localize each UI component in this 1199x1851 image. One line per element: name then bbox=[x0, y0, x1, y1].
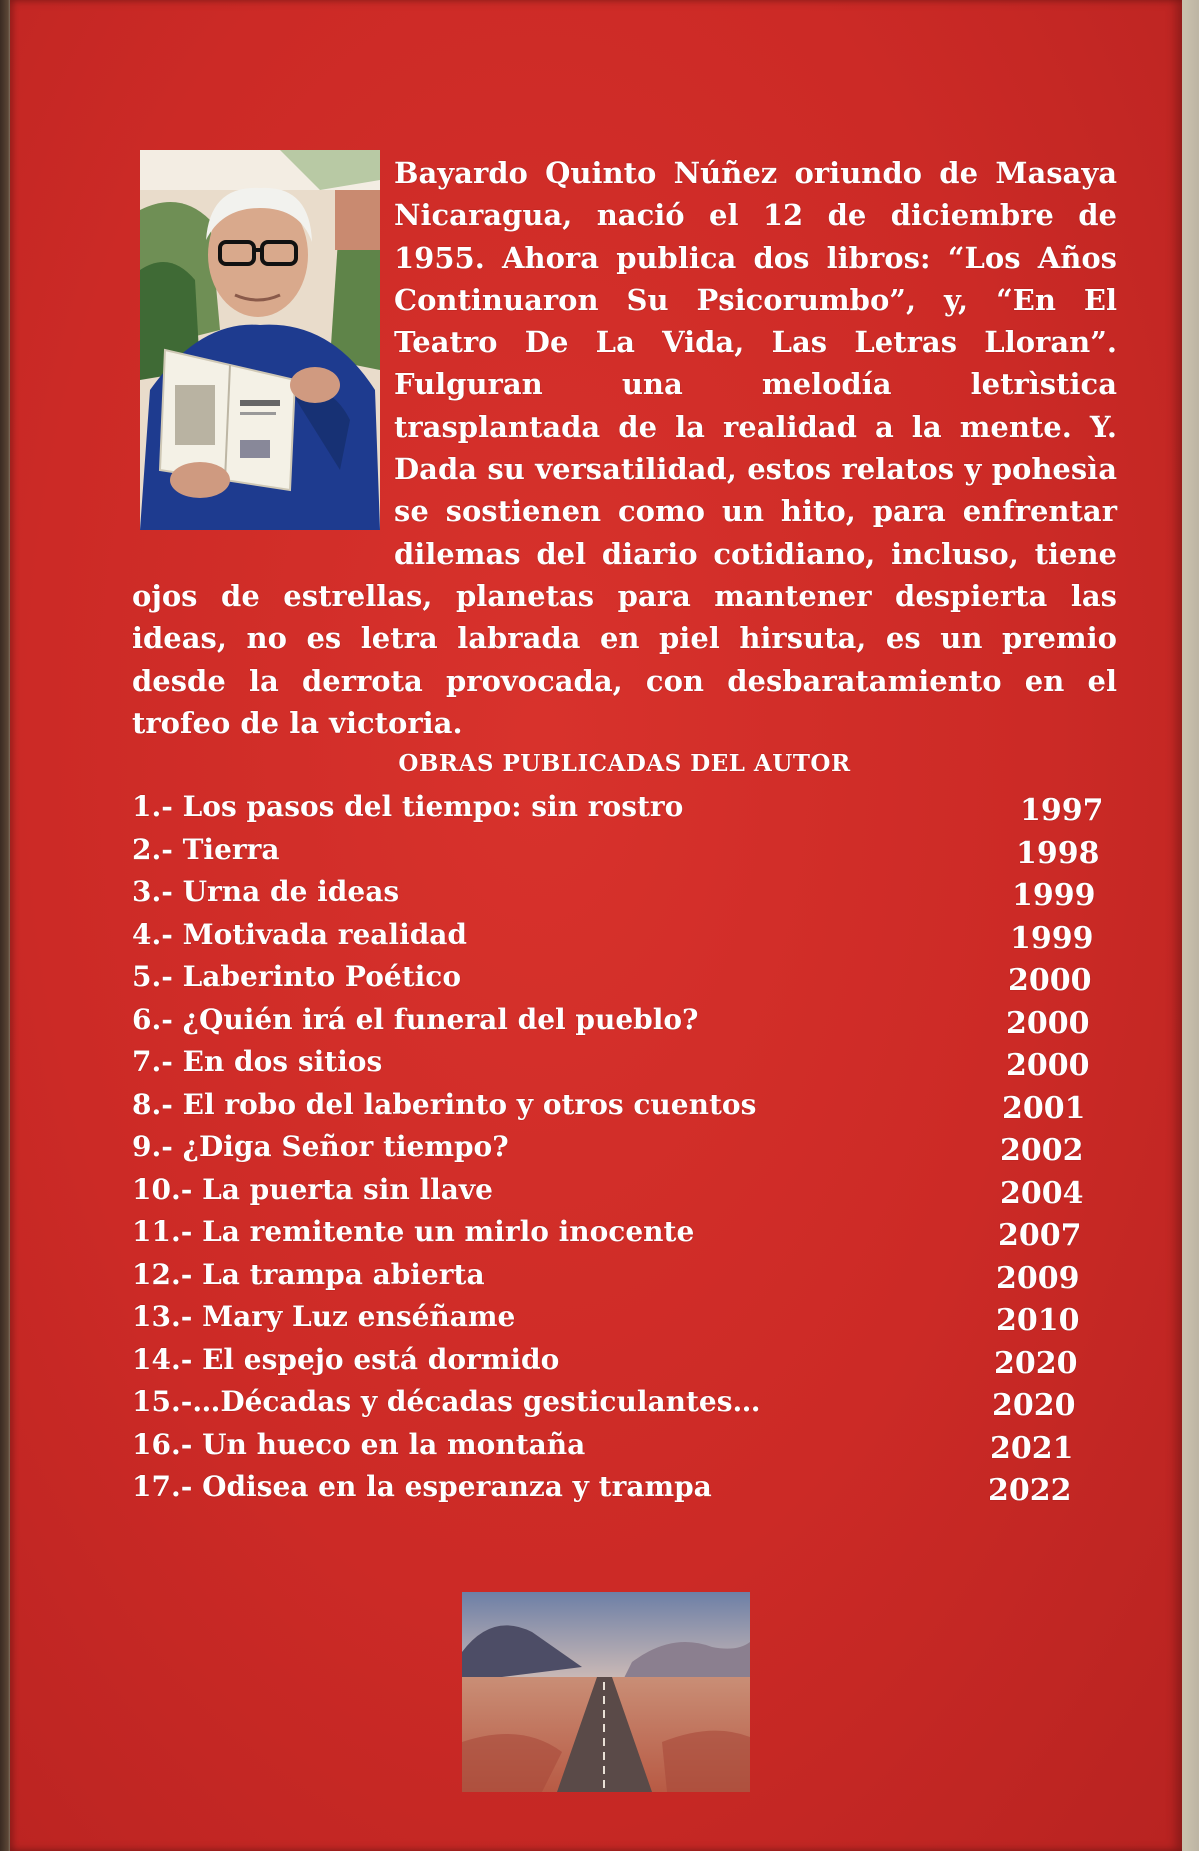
work-year: 2000 bbox=[1006, 1005, 1090, 1041]
work-row bbox=[132, 1041, 1092, 1084]
work-row bbox=[132, 871, 1096, 914]
work-title: 15.-…Décadas y décadas gesticulantes… bbox=[132, 1385, 761, 1418]
works-heading: OBRAS PUBLICADAS DEL AUTOR bbox=[398, 750, 851, 777]
work-year: 2020 bbox=[994, 1345, 1078, 1381]
work-title: 12.- La trampa abierta bbox=[132, 1257, 485, 1291]
work-row bbox=[132, 1254, 1092, 1297]
work-row bbox=[132, 1466, 1092, 1509]
work-year: 2000 bbox=[1006, 1048, 1090, 1083]
work-year: 2021 bbox=[990, 1430, 1074, 1466]
work-title: 11.- La remitente un mirlo inocente bbox=[132, 1215, 695, 1248]
work-year: 1999 bbox=[1010, 920, 1094, 956]
work-year: 2002 bbox=[1000, 1133, 1084, 1168]
work-year: 2001 bbox=[1002, 1090, 1086, 1126]
work-year: 2022 bbox=[988, 1473, 1072, 1508]
work-year: 1997 bbox=[1020, 793, 1104, 828]
work-title: 2.- Tierra bbox=[132, 832, 280, 866]
work-row bbox=[132, 1296, 1092, 1339]
work-title: 1.- Los pasos del tiempo: sin rostro bbox=[132, 790, 684, 823]
work-title: 4.- Motivada realidad bbox=[132, 917, 468, 951]
work-title: 13.- Mary Luz enséñame bbox=[132, 1300, 516, 1333]
author-bio bbox=[132, 152, 1117, 744]
work-row bbox=[132, 829, 1100, 872]
bio-photo-space bbox=[132, 152, 394, 536]
work-title: 8.- El robo del laberinto y otros cuentos bbox=[132, 1087, 757, 1121]
work-title: 9.- ¿Diga Señor tiempo? bbox=[132, 1130, 509, 1163]
works-list bbox=[132, 786, 1104, 1509]
work-title: 14.- El espejo está dormido bbox=[132, 1342, 560, 1376]
book-back-cover bbox=[10, 0, 1182, 1851]
work-year: 1999 bbox=[1012, 878, 1096, 913]
work-year: 2000 bbox=[1008, 963, 1092, 998]
author-bio-text: Bayardo Quinto Núñez oriundo de Masaya Nicaragua, nació el 12 de diciembre de 1955. Ahora publica dos libros: “Los Años Continuaron Su Psicorumbo”, y, “En El Teatro De La Vida, Las Letras Lloran”. Fulguran una melodía letrìstica trasplantada de la realidad a la mente. Y. Dada su versatilidad, estos relatos y pohesìa se sostienen como un hito, para enfrentar dilemas del diario cotidiano, incluso, tiene ojos de estrellas, planetas para mantener despierta las ideas, no es letra labrada en piel hirsuta, es un premio desde la derrota provocada, con desbaratamiento en el trofeo de la victoria. bbox=[132, 156, 1117, 740]
work-row bbox=[132, 1424, 1092, 1467]
work-title: 16.- Un hueco en la montaña bbox=[132, 1427, 586, 1461]
work-year: 2020 bbox=[992, 1388, 1076, 1423]
work-title: 17.- Odisea en la esperanza y trampa bbox=[132, 1470, 712, 1503]
work-year: 1998 bbox=[1016, 835, 1100, 871]
work-title: 5.- Laberinto Poético bbox=[132, 960, 462, 993]
work-year: 2007 bbox=[998, 1218, 1082, 1253]
work-title: 3.- Urna de ideas bbox=[132, 875, 400, 908]
work-title: 10.- La puerta sin llave bbox=[132, 1172, 493, 1206]
work-year: 2010 bbox=[996, 1303, 1080, 1338]
work-title: 6.- ¿Quién irá el funeral del pueblo? bbox=[132, 1002, 699, 1036]
work-row bbox=[132, 999, 1092, 1042]
work-year: 2009 bbox=[996, 1260, 1080, 1296]
work-row bbox=[132, 1381, 1092, 1424]
work-row bbox=[132, 956, 1092, 999]
work-row bbox=[132, 1211, 1092, 1254]
work-row bbox=[132, 1084, 1092, 1127]
work-row bbox=[132, 1339, 1092, 1382]
work-row bbox=[132, 914, 1092, 957]
landscape-image bbox=[462, 1592, 750, 1792]
work-title: 7.- En dos sitios bbox=[132, 1045, 383, 1078]
work-row bbox=[132, 1169, 1092, 1212]
work-row bbox=[132, 786, 1104, 829]
work-row bbox=[132, 1126, 1092, 1169]
work-year: 2004 bbox=[1000, 1175, 1084, 1211]
